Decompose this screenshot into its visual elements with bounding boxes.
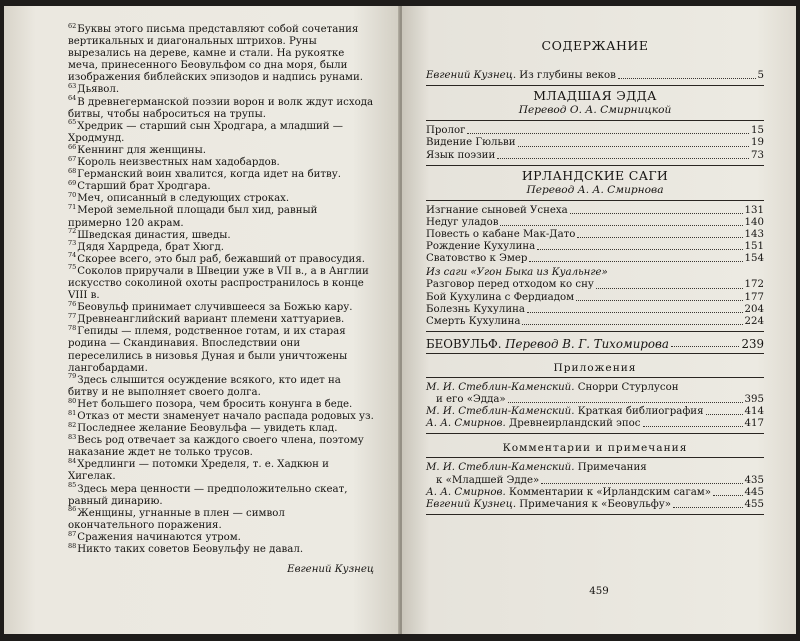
toc-entry	[426, 125, 764, 137]
entry-title: Примечания	[574, 462, 647, 474]
footnote-number: 80	[68, 396, 77, 405]
footnote-text: Никто таких советов Беовульфу не давал.	[77, 544, 304, 556]
left-page	[4, 6, 400, 634]
footnote	[68, 84, 374, 96]
entry-page: 177	[744, 291, 764, 303]
footnote-number: 77	[68, 311, 77, 320]
toc-entry-intro	[426, 70, 764, 82]
footnote-text: Беовульф принимает случившееся за Божью кару.	[77, 302, 353, 314]
entry-page: 417	[744, 418, 764, 430]
footnote-number: 76	[68, 299, 77, 308]
footnote	[68, 299, 374, 314]
entry-page: 445	[744, 486, 764, 498]
entry-title: Сватовство к Эмер	[426, 253, 528, 265]
divider	[426, 120, 764, 121]
toc-entry	[426, 487, 764, 499]
entry-line	[426, 462, 764, 474]
footnote-text: Здесь мера ценности — предположительно скеат, равный динарию.	[68, 483, 348, 507]
entry-text	[426, 487, 711, 499]
footnote-number: 62	[68, 21, 77, 30]
leader-dots	[518, 146, 749, 147]
footnote-number: 79	[68, 372, 77, 381]
divider	[426, 85, 764, 86]
entry-page: 224	[744, 315, 764, 327]
toc-entry	[426, 229, 764, 241]
entry-line	[426, 394, 764, 406]
footnotes-list	[68, 21, 374, 576]
saga-subgroup-entries	[426, 279, 764, 327]
leader-dots	[618, 78, 756, 79]
entry-title: Примечания к «Беовульфу»	[516, 498, 671, 510]
page-number: 459	[589, 586, 609, 597]
entry-title: Язык поэзии	[426, 149, 496, 161]
entry-author: Евгений Кузнец.	[426, 70, 517, 82]
footnote-text: Древнеанглийский вариант племени хаттуариев.	[77, 314, 345, 326]
entry-title: Снорри Стурлусон	[574, 381, 679, 393]
footnote	[68, 372, 374, 399]
footnote	[68, 142, 374, 157]
footnote-number: 64	[68, 94, 77, 103]
leader-dots	[500, 225, 742, 226]
signature: Евгений Кузнец	[287, 564, 374, 576]
footnote-number: 84	[68, 456, 77, 465]
footnote-number: 72	[68, 227, 77, 236]
entry-author: Евгений Кузнец.	[426, 498, 517, 510]
leader-dots	[537, 249, 742, 250]
entry-page: 435	[744, 474, 764, 486]
leader-dots	[673, 507, 743, 508]
entry-page: 5	[757, 70, 764, 82]
footnote	[68, 205, 374, 229]
footnote-text: Хредрик — старший сын Хродгара, а младший — Хродмунд.	[68, 120, 343, 144]
entry-line	[426, 382, 764, 394]
entry-text	[426, 406, 704, 418]
footnote-number: 66	[68, 142, 77, 151]
entry-title: БЕОВУЛЬФ.	[426, 336, 502, 351]
footnote-text: В древнегерманской поэзии ворон и волк ждут исхода битвы, чтобы наброситься на трупы.	[68, 96, 374, 120]
footnote-number: 69	[68, 178, 77, 187]
footnote-text: Сражения начинаются утром.	[77, 531, 241, 543]
footnote-number: 71	[68, 203, 77, 212]
footnote-text: Отказ от мести знаменует начало распада родовых уз.	[77, 411, 374, 422]
section-heading-edda: МЛАДШАЯ ЭДДА	[533, 88, 657, 104]
leader-dots	[643, 426, 743, 427]
divider	[426, 353, 764, 354]
entry-title: Разговор перед отходом ко сну	[426, 279, 594, 291]
divider	[426, 457, 764, 458]
footnote	[68, 541, 374, 556]
table-of-contents	[426, 40, 764, 519]
entry-author: А. А. Смирнов.	[426, 418, 506, 430]
entry-page: 19	[751, 137, 764, 149]
entry-title: Пролог	[426, 125, 466, 137]
divider	[426, 331, 764, 332]
footnote-text: Весь род отвечает за каждого своего члена, поэтому наказание ждет не только трусов.	[68, 435, 364, 459]
footnote-number: 82	[68, 420, 77, 429]
entry-text	[426, 418, 641, 430]
toc-entry	[426, 382, 764, 406]
section-heading-sagas: ИРЛАНДСКИЕ САГИ	[521, 167, 669, 183]
leader-dots	[497, 158, 749, 159]
entry-author: М. И. Стеблин-Каменский.	[426, 462, 575, 474]
footnote	[68, 323, 374, 374]
footnote-number: 86	[68, 505, 77, 514]
toc-entry	[426, 316, 764, 328]
footnote	[68, 456, 374, 483]
entry-title-cont: к «Младшей Эдде»	[436, 474, 540, 486]
entry-page: 395	[744, 394, 764, 406]
entry-title: Болезнь Кухулина	[426, 303, 525, 315]
divider	[426, 200, 764, 201]
entry-author: М. И. Стеблин-Каменский.	[426, 406, 575, 418]
footnote	[68, 178, 374, 193]
entry-title: Краткая библиография	[574, 406, 704, 418]
footnote-text: Дядя Хардреда, брат Хюгд.	[77, 241, 224, 253]
leader-dots	[596, 288, 743, 289]
entry-page: 140	[744, 216, 764, 228]
footnote-text: Гепиды — племя, родственное готам, и их старая родина — Скандинавия. Впоследствии они переселились в низовья Дуная и были уничтожены лангобардами.	[68, 326, 348, 374]
entry-author: М. И. Стеблин-Каменский.	[426, 381, 575, 393]
section-heading-comments: Комментарии и примечания	[502, 442, 688, 455]
toc-entry	[426, 241, 764, 253]
entry-text	[426, 499, 671, 511]
leader-dots	[671, 346, 740, 347]
footnote	[68, 263, 374, 302]
footnote	[68, 432, 374, 459]
leader-dots	[577, 237, 742, 238]
entry-title: Комментарии к «Ирландским сагам»	[505, 486, 711, 498]
entry-page: 172	[744, 279, 764, 291]
toc-entry	[426, 406, 764, 418]
entry-title: Древнеирландский эпос	[505, 418, 641, 430]
footnote-number: 87	[68, 529, 77, 538]
comment-entries	[426, 462, 764, 510]
footnote-number: 68	[68, 166, 77, 175]
toc-entry	[426, 499, 764, 511]
footnote-text: Нет большего позора, чем бросить конунга в беде.	[77, 398, 353, 410]
leader-dots	[522, 324, 742, 325]
appendix-entries	[426, 382, 764, 430]
entry-page: 73	[751, 149, 764, 161]
leader-dots	[529, 261, 742, 262]
footnote	[68, 505, 374, 532]
entry-page: 131	[744, 204, 764, 216]
footnote-text: Скорее всего, это был раб, бежавший от правосудия.	[77, 253, 366, 265]
footnote-number: 70	[68, 190, 77, 199]
entry-translator: Перевод В. Г. Тихомирова	[501, 336, 669, 351]
toc-entry	[426, 217, 764, 229]
footnote-number: 78	[68, 323, 77, 332]
footnote-number: 83	[68, 432, 77, 441]
toc-entry	[426, 462, 764, 486]
entry-page: 414	[744, 406, 764, 418]
saga-entries	[426, 205, 764, 265]
divider	[426, 165, 764, 166]
footnote	[68, 396, 374, 411]
footnote	[68, 481, 374, 508]
footnote-text: Меч, описанный в следующих строках.	[77, 193, 290, 205]
footnote-number: 74	[68, 251, 77, 260]
footnote-number: 85	[68, 481, 77, 490]
entry-title: Недуг уладов	[426, 216, 499, 228]
section-translator-edda: Перевод О. А. Смирницкой	[518, 104, 672, 117]
footnote	[68, 166, 374, 181]
footnote-number: 75	[68, 263, 77, 272]
footnote	[68, 190, 374, 205]
footnote-text: Буквы этого письма представляют собой сочетания вертикальных и диагональных штрихов. Руны вырезались на дереве, камне и стали. На рукоятке меча, принесенного Беовульфом со дна моря, были изображения библейских эпизодов и надпись рунами.	[68, 24, 363, 84]
leader-dots	[467, 133, 749, 134]
footnote	[68, 94, 374, 121]
toc-entry	[426, 292, 764, 304]
footnote-number: 67	[68, 154, 77, 163]
entry-author: А. А. Смирнов.	[426, 486, 506, 498]
leader-dots	[541, 483, 742, 484]
footnote	[68, 529, 374, 544]
footnote-number: 88	[68, 541, 77, 550]
entry-title-cont: и его «Эдда»	[436, 394, 506, 406]
footnote	[68, 239, 374, 254]
entry-page: 455	[744, 498, 764, 510]
entry-title: Бой Кухулина с Фердиадом	[426, 291, 575, 303]
footnote	[68, 311, 374, 326]
footnote-number: 65	[68, 118, 77, 127]
footnote-text: Шведская династия, шведы.	[77, 229, 231, 241]
entry-title: Из глубины веков	[516, 70, 616, 82]
footnote	[68, 118, 374, 145]
entry-title: Изгнание сыновей Уснеха	[426, 204, 568, 216]
toc-entry	[426, 304, 764, 316]
divider	[426, 377, 764, 378]
entry-title: Повесть о кабане Мак-Дато	[426, 229, 576, 241]
entry-title: Видение Гюльви	[426, 137, 516, 149]
footnote-number: 63	[68, 82, 77, 91]
entry-page: 15	[751, 125, 764, 137]
right-page	[402, 6, 796, 634]
entry-line	[426, 475, 764, 487]
leader-dots	[570, 213, 743, 214]
footnote-text: Женщины, угнанные в плен — символ окончательного поражения.	[68, 507, 285, 531]
section-heading-appendix: Приложения	[553, 361, 637, 374]
section-translator-sagas: Перевод А. А. Смирнова	[526, 183, 664, 196]
entry-page: 151	[744, 241, 764, 253]
footnote-text: Мерой земельной площади был хид, равный примерно 120 акрам.	[68, 205, 318, 229]
footnote	[68, 154, 374, 169]
toc-entry	[426, 418, 764, 430]
footnote-text: Кеннинг для женщины.	[77, 144, 206, 156]
toc-entry	[426, 253, 764, 265]
footnote-number: 81	[68, 408, 77, 417]
entry-page: 239	[741, 336, 764, 351]
footnote-text: Германский воин хвалится, когда идет на битву.	[77, 169, 342, 181]
entry-title: Смерть Кухулина	[426, 315, 521, 327]
footnote	[68, 251, 374, 266]
footnote-number: 73	[68, 239, 77, 248]
divider	[426, 514, 764, 515]
divider	[426, 433, 764, 434]
toc-entry	[426, 205, 764, 217]
subgroup-title: Из саги «Угон Быка из Куальнге»	[426, 267, 608, 279]
edda-entries	[426, 125, 764, 161]
footnote-text: Соколов приручали в Швеции уже в VII в., а в Англии искусство соколиной охоты распространилось в конце VIII в.	[68, 265, 369, 302]
footnote	[68, 408, 374, 423]
leader-dots	[527, 312, 743, 313]
footnote-text: Дьявол.	[77, 84, 120, 96]
toc-entry	[426, 137, 764, 149]
leader-dots	[713, 495, 743, 496]
footnote-text: Хредлинги — потомки Хределя, т. е. Хадкюн и Хигелак.	[68, 459, 329, 483]
footnote-text: Король неизвестных нам хадобардов.	[77, 157, 280, 169]
entry-page: 143	[744, 229, 764, 241]
footnote-text: Старший брат Хродгара.	[77, 181, 211, 193]
footnote	[68, 227, 374, 242]
footnote	[68, 21, 374, 84]
toc-entry	[426, 279, 764, 291]
entry-page: 204	[744, 303, 764, 315]
footnote	[68, 420, 374, 435]
toc-entry	[426, 150, 764, 162]
leader-dots	[576, 300, 742, 301]
footnote-text: Последнее желание Беовульфа — увидеть клад.	[77, 423, 338, 435]
leader-dots	[508, 402, 743, 403]
footnote-text: Здесь слышится осуждение всякого, кто идет на битву и не выполняет своего долга.	[68, 374, 341, 398]
entry-page: 154	[744, 253, 764, 265]
leader-dots	[706, 414, 743, 415]
toc-entry-beowulf	[426, 338, 764, 350]
entry-title: Рождение Кухулина	[426, 241, 536, 253]
contents-title: СОДЕРЖАНИЕ	[541, 38, 649, 53]
